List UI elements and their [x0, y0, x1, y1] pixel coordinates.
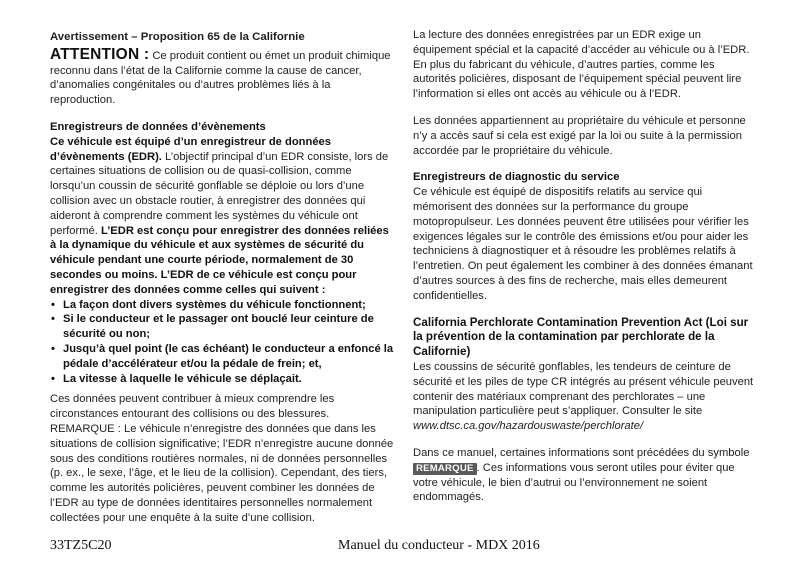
bullet-icon: •: [51, 298, 55, 311]
bullet-icon: •: [51, 313, 55, 326]
list-item: • Jusqu’à quel point (le cas échéant) le conducteur a enfoncé la pédale d’accélérateur et/ou la pédale de frein; et,: [51, 342, 394, 370]
bullet-icon: •: [51, 342, 55, 355]
edr-bold-detail: L’EDR est conçu pour enregistrer des données reliées à la dynamique du véhicule et aux systèmes de sécurité du véhicule pendant une courte période, normalement de 30 secondes ou moins. L’EDR de ce véhicule est conçu pour enregistrer des données comme celles qui suivent :: [50, 224, 389, 296]
list-item: • Si le conducteur et le passager ont bouclé leur ceinture de sécurité ou non;: [51, 313, 374, 341]
perchlorate-heading: California Perchlorate Contamination Prevention Act (Loi sur la prévention de la contamination par perchlorate de la Californie): [413, 315, 749, 359]
perchlorate-link[interactable]: www.dtsc.ca.gov/hazardouswaste/perchlorate/: [413, 420, 644, 433]
edr-data-list: [50, 298, 394, 387]
bullet-icon: •: [51, 372, 55, 385]
edr-heading: Enregistreurs de données d’évènements: [50, 120, 266, 133]
attention-label: ATTENTION :: [50, 45, 150, 63]
edr-text: L’objectif principal d’un EDR consiste, lors de certaines situations de collision ou de quasi-collision, comme lorsqu’un coussin de sécurité gonflable se déploie ou lors d’une collision avec un obstacle routier, à enregistrer des données qui aideront à comprendre comment les systèmes du véhicule ont performé.: [50, 150, 389, 237]
edr-paragraph: [50, 135, 394, 298]
list-item: • La façon dont divers systèmes du véhicule fonctionnent;: [51, 298, 366, 311]
perchlorate-paragraph: Les coussins de sécurité gonflables, les tendeurs de ceinture de sécurité et les piles de type CR intégrés au présent véhicule peuvent contenir des matériaux comprenant des perchlorates – une manipulation particulière peut s’appliquer. Consulter le site www.dtsc.ca.gov/hazardouswaste/perchlorate/: [413, 360, 754, 433]
prop65-heading: Avertissement – Proposition 65 de la Californie: [50, 31, 305, 43]
left-column: [50, 28, 394, 526]
diagnostic-heading: Enregistreurs de diagnostic du service: [413, 171, 620, 184]
list-item: • La vitesse à laquelle le véhicule se déplaçait.: [51, 372, 302, 385]
attention-paragraph: [50, 45, 394, 108]
edr-closing-paragraph: Ces données peuvent contribuer à mieux comprendre les circonstances entourant des collisions ou des blessures. REMARQUE : Le véhicule n’enregistre des données que dans les situations de collision significative; l’EDR n’enregistre aucune donnée sous des conditions routières normales, ni de données personnelles (p. ex., le sexe, l’âge, et le lieu de la collision). Cependant, des tiers, comme les autorités policières, peuvent combiner les données de l’EDR au type de données identitaires personnelles normalement collectées pour une enquête à la suite d’une collision.: [50, 393, 394, 524]
remarque-paragraph: Dans ce manuel, certaines informations sont précédées du symbole REMARQUE . Ces informations vous seront utiles pour éviter que votre véhicule, le bien d’autrui ou l’environnement ne soient endommagés.: [413, 446, 750, 504]
manual-title: Manuel du conducteur - MDX 2016: [338, 538, 540, 553]
remarque-badge: REMARQUE: [413, 463, 477, 475]
page-code: 33TZ5C20: [50, 538, 112, 553]
diagnostic-paragraph: Ce véhicule est équipé de dispositifs relatifs au service qui mémorisent des données sur la performance du groupe motopropulseur. Les données peuvent être utilisées pour vérifier les exigences légales sur le contrôle des émissions et/ou pour aider les techniciens à diagnostiquer et à résoudre les problèmes relatifs à l’entretien. On peut également les combiner à des données émanant d’autres sources à des fins de recherche, mais elles demeurent confidentielles.: [413, 186, 753, 302]
right-column: [413, 28, 758, 505]
ownership-paragraph: Les données appartiennent au propriétaire du véhicule et personne n’y a accès sauf si cela est exigé par la loi ou suite à la permission accordée par le propriétaire du véhicule.: [413, 114, 746, 157]
edr-access-paragraph: La lecture des données enregistrées par un EDR exige un équipement spécial et la capacité d’accéder au véhicule ou à l’EDR. En plus du fabricant du véhicule, d’autres parties, comme les autorités policières, disposant de l’équipement spécial peuvent lire l’information si elles ont accès au véhicule ou à l’EDR.: [413, 29, 750, 101]
attention-text: Ce produit contient ou émet un produit chimique reconnu dans l’état de la Californie comme la cause de cancer, d’anomalies congénitales ou d’autres problèmes liés à la reproduction.: [50, 49, 391, 107]
edr-bold-intro: Ce véhicule est équipé d’un enregistreur de données d’évènements (EDR).: [50, 135, 332, 163]
